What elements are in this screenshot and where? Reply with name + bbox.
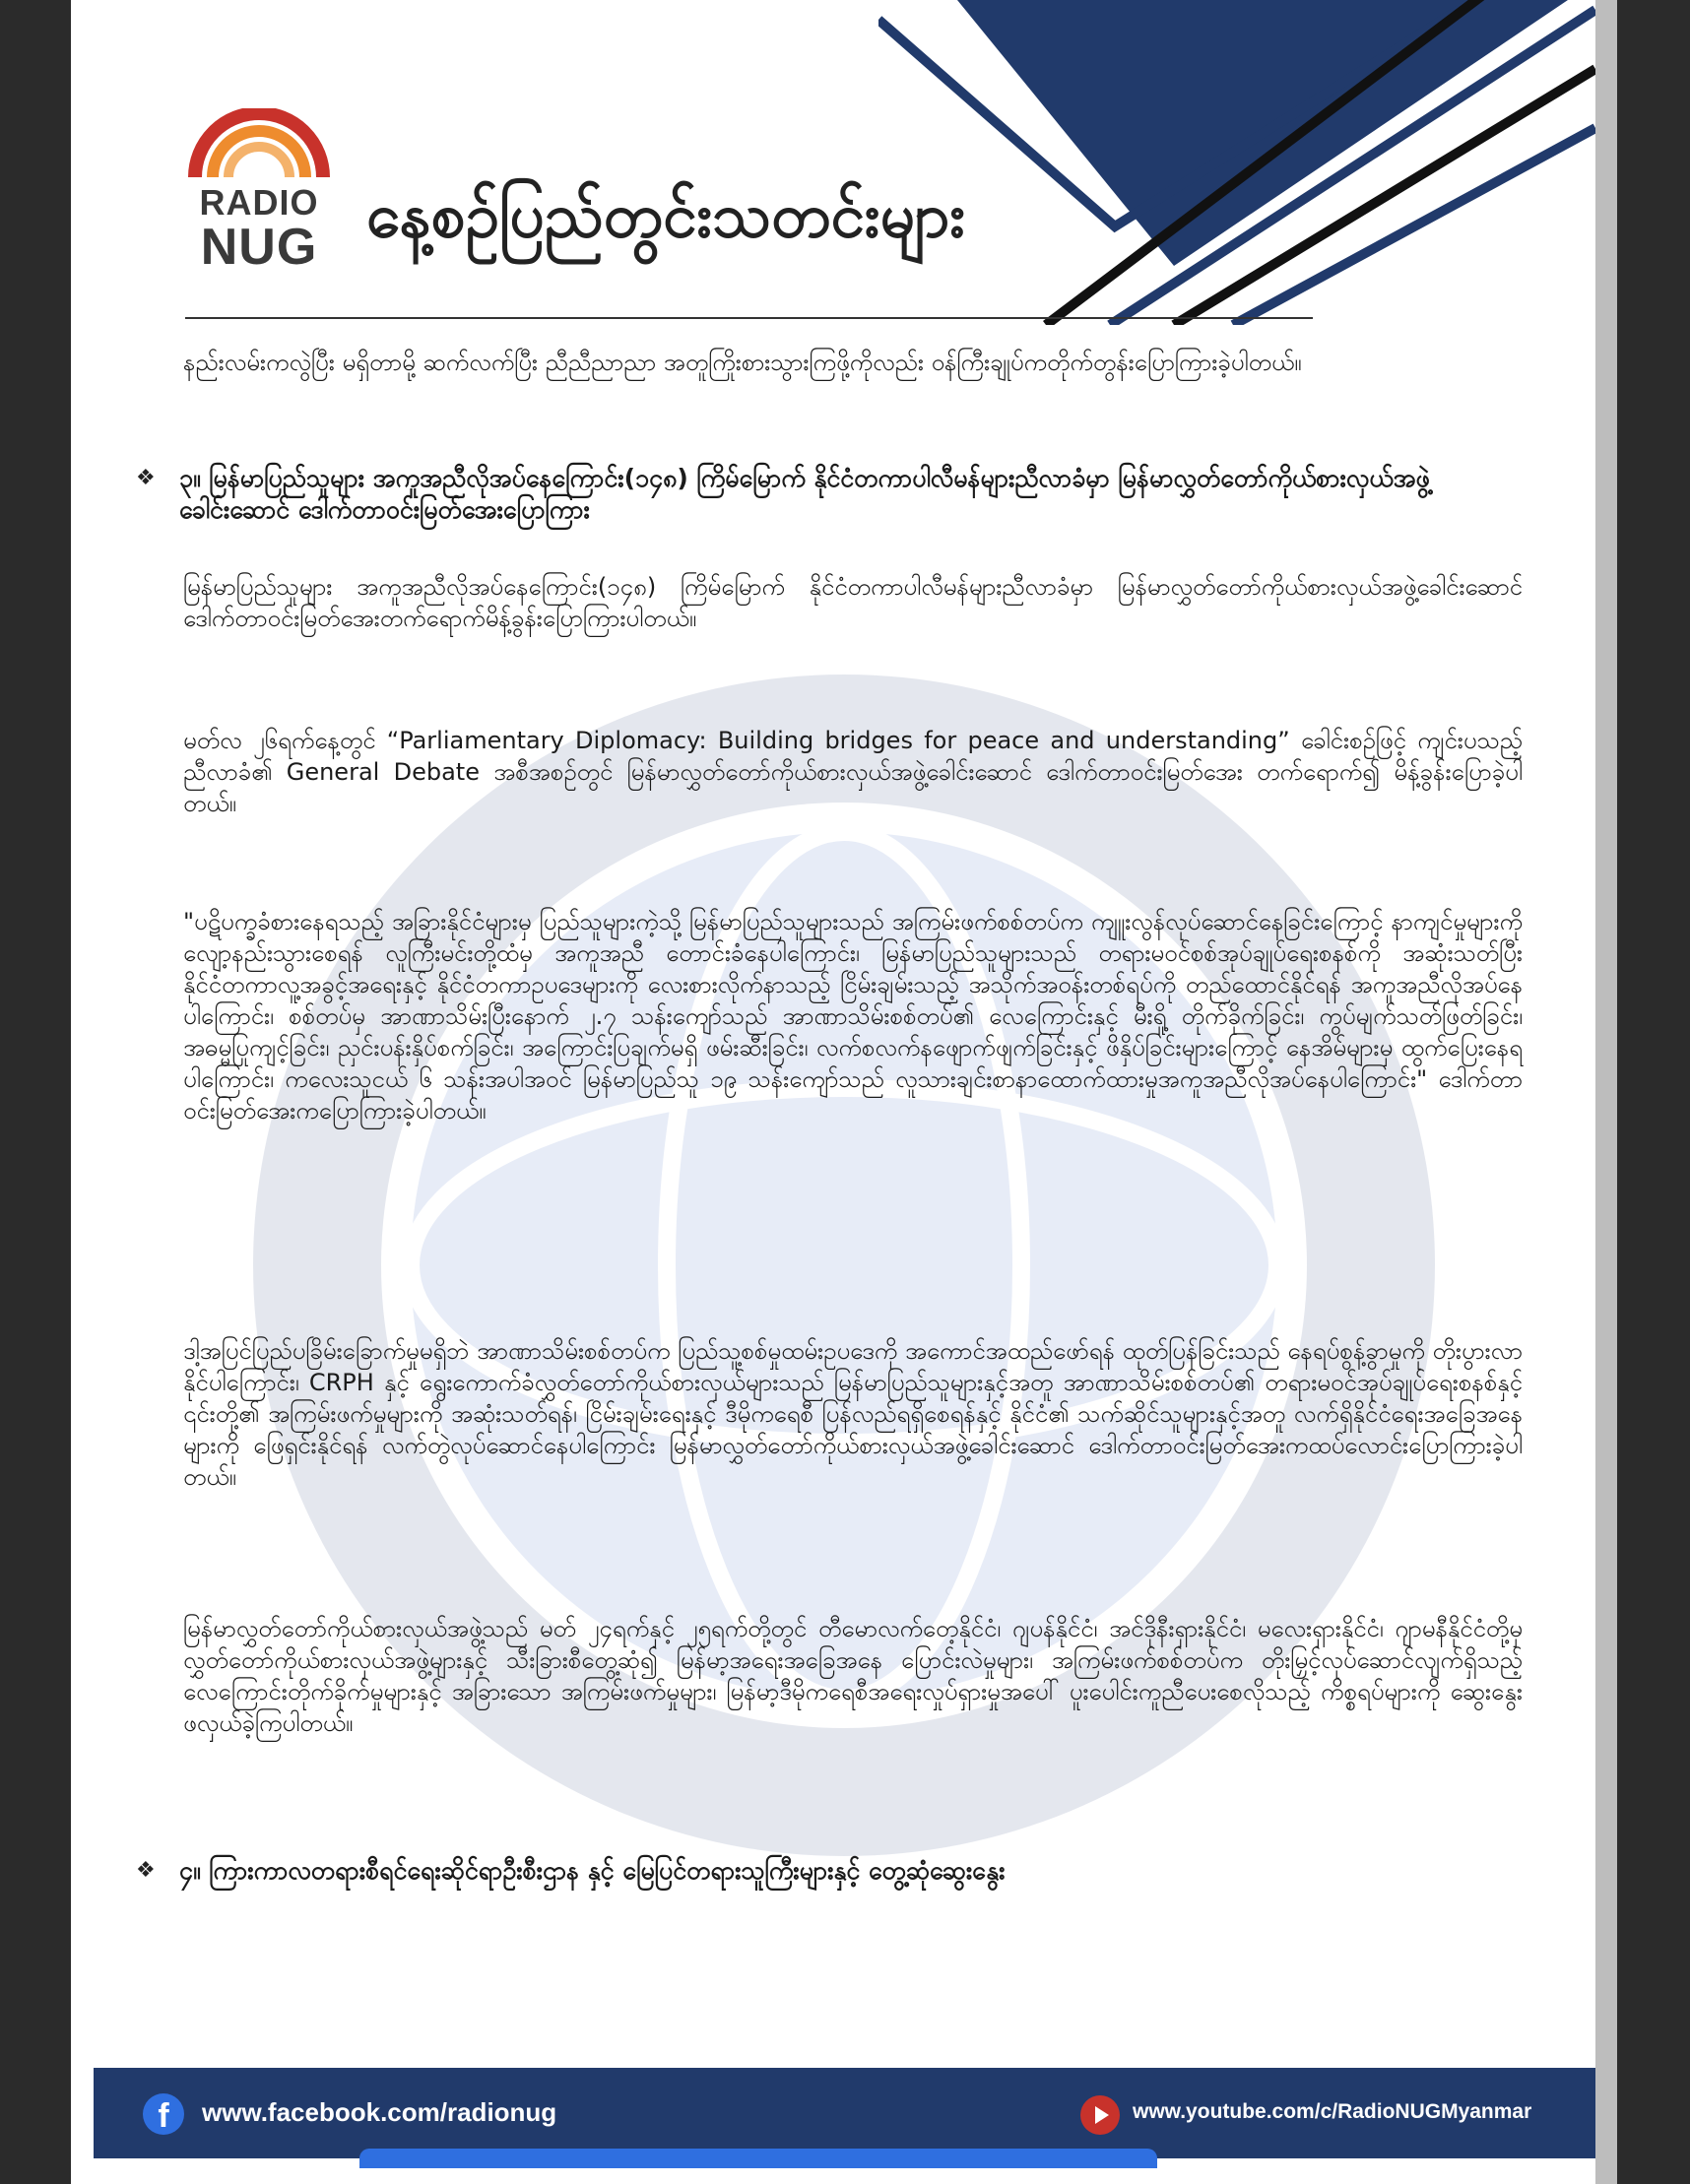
section-3-paragraph-1: မြန်မာပြည်သူများ အကူအညီလိုအပ်နေကြောင်း(၁၄၈) ကြိမ်မြောက် နိုင်ငံတကာပါလီမန်များညီလာခံမှာ မြန်မာလွှတ်တော်ကိုယ်စားလှယ်အဖွဲ့ခေါင်းဆောင် ဒေါက်တာဝင်းမြတ်အေးတက်ရောက်မိန့်ခွန်းပြောကြားပါတယ်။ (183, 573, 1523, 632)
section-4-heading-text: ၄။ ကြားကာလတရားစီရင်ရေးဆိုင်ရာဦးစီးဌာန နှင့် မြေပြင်တရားသူကြီးများနှင့် တွေ့ဆုံဆွေးနွေး (179, 1856, 1006, 1885)
page-edge (1595, 0, 1617, 2184)
youtube-link[interactable]: www.youtube.com/c/RadioNUGMyanmar (1133, 2100, 1532, 2123)
facebook-link[interactable]: www.facebook.com/radionug (202, 2097, 557, 2127)
page-title: နေ့စဉ်ပြည်တွင်းသတင်းများ (366, 179, 966, 251)
corner-decoration (878, 0, 1595, 325)
section-3-heading-text: ၃။ မြန်မာပြည်သူများ အကူအညီလိုအပ်နေကြောင်း(၁၄၈) ကြိမ်မြောက် နိုင်ငံတကာပါလီမန်များညီလာခံမှာ မြန်မာလွှတ်တော်ကိုယ်စားလှယ်အဖွဲ့ခေါင်းဆောင် ဒေါက်တာဝင်းမြတ်အေးပြောကြား (179, 464, 1430, 524)
header-divider (185, 317, 1313, 319)
section-4-heading (136, 1855, 1528, 1887)
footer-accent-tab (359, 2149, 1157, 2168)
section-3-heading (136, 463, 1528, 526)
footer-bar (94, 2068, 1595, 2158)
section-3-paragraph-5: မြန်မာလွှတ်တော်ကိုယ်စားလှယ်အဖွဲ့သည် မတ် ၂၄ရက်နှင့် ၂၅ရက်တို့တွင် တီမောလက်တေ့နိုင်ငံ၊ ဂျပန်နိုင်ငံ၊ အင်ဒိုနီးရှားနိုင်ငံ၊ မလေးရှားနိုင်ငံ၊ ဂျာမနီနိုင်ငံတို့မှ လွှတ်တော်ကိုယ်စားလှယ်အဖွဲ့များနှင့် သီးခြားစီတွေ့ဆုံ၍ မြန်မာ့အရေးအခြေအနေ ပြောင်းလဲမှုများ၊ အကြမ်းဖက်စစ်တပ်က တိုးမြှင့်လုပ်ဆောင်လျက်ရှိသည့် လေကြောင်းတိုက်ခိုက်မှုများနှင့် အခြားသော အကြမ်းဖက်မှုများ၊ မြန်မာ့ဒီမိုကရေစီအရေးလှုပ်ရှားမှုအပေါ် ပူးပေါင်းကူညီပေးစေလိုသည့် ကိစ္စရပ်များကို ဆွေးနွေးဖလှယ်ခဲ့ကြပါတယ်။ (183, 1615, 1523, 1737)
section-3-paragraph-3: "ပဋိပက္ခခံစားနေရသည့် အခြားနိုင်ငံများမှ ပြည်သူများကဲ့သို့ မြန်မာပြည်သူများသည် အကြမ်းဖက်စစ်တပ်က ကျူးလွန်လုပ်ဆောင်နေခြင်းကြောင့် နာကျင်မှုများကို လျော့နည်းသွားစေရန် လူကြီးမင်းတို့ထံမှ အကူအညီ တောင်းခံနေပါကြောင်း၊ မြန်မာပြည်သူများသည် တရားမဝင်စစ်အုပ်ချုပ်ရေးစနစ်ကို အဆုံးသတ်ပြီး နိုင်ငံတကာလူ့အခွင့်အရေးနှင့် နိုင်ငံတကာဥပဒေများကို လေးစားလိုက်နာသည့် ငြိမ်းချမ်းသည့် အသိုက်အဝန်းတစ်ရပ်ကို တည်ထောင်နိုင်ရန် အကူအညီလိုအပ်နေပါကြောင်း၊ စစ်တပ်မှ အာဏာသိမ်းပြီးနောက် ၂.၇ သန်းကျော်သည် အာဏာသိမ်းစစ်တပ်၏ လေကြောင်းနှင့် မီးရှို့ တိုက်ခိုက်ခြင်း၊ ကွပ်မျက်သတ်ဖြတ်ခြင်း၊ အဓမ္မပြုကျင့်ခြင်း၊ ညှင်းပန်းနှိပ်စက်ခြင်း၊ အကြောင်းပြချက်မရှိ ဖမ်းဆီးခြင်း၊ လက်စလက်နဖျောက်ဖျက်ခြင်းနှင့် ဖိနှိပ်ခြင်းများကြောင့် နေအိမ်များမှ ထွက်ပြေးနေရပါကြောင်း၊ ကလေးသူငယ် ၆ သန်းအပါအဝင် မြန်မာပြည်သူ ၁၉ သန်းကျော်သည် လူသားချင်းစာနာထောက်ထားမှုအကူအညီလိုအပ်နေပါကြောင်း" ဒေါက်တာဝင်းမြတ်အေးကပြောကြားခဲ့ပါတယ်။ (183, 908, 1523, 1124)
bullet-icon: ❖ (136, 1858, 156, 1883)
logo-radio-text: RADIO (199, 182, 319, 223)
youtube-icon[interactable] (1080, 2095, 1120, 2135)
bullet-icon: ❖ (136, 466, 156, 490)
section-3-paragraph-4: ဒါ့အပြင်ပြည်ပခြိမ်းခြောက်မှုမရှိဘဲ အာဏာသိမ်းစစ်တပ်က ပြည်သူ့စစ်မှုထမ်းဥပဒေကို အကောင်အထည်ဖော်ရန် ထုတ်ပြန်ခြင်းသည် နေရပ်စွန့်ခွာမှုကို တိုးပွားလာနိုင်ပါကြောင်း၊ CRPH နှင့် ရွေးကောက်ခံလွှတ်တော်ကိုယ်စားလှယ်များသည် မြန်မာပြည်သူများနှင့်အတူ အာဏာသိမ်းစစ်တပ်၏ တရားမဝင်အုပ်ချုပ်ရေးစနစ်နှင့် ၎င်းတို့၏ အကြမ်းဖက်မှုများကို အဆုံးသတ်ရန်၊ ငြိမ်းချမ်းရေးနှင့် ဒီမိုကရေစီ ပြန်လည်ရရှိစေရန်နှင့် နိုင်ငံ၏ သက်ဆိုင်သူများနှင့်အတူ လက်ရှိနိုင်ငံရေးအခြေအနေများကို ဖြေရှင်းနိုင်ရန် လက်တွဲလုပ်ဆောင်နေပါကြောင်း မြန်မာလွှတ်တော်ကိုယ်စားလှယ်အဖွဲ့ခေါင်းဆောင် ဒေါက်တာဝင်းမြတ်အေးကထပ်လောင်းပြောကြားခဲ့ပါတယ်။ (183, 1337, 1523, 1491)
logo-nug-text: NUG (200, 219, 318, 276)
section-3-paragraph-2: မတ်လ ၂၆ရက်နေ့တွင် “Parliamentary Diplomacy: Building bridges for peace and understanding” ခေါင်းစဉ်ဖြင့် ကျင်းပသည့် ညီလာခံ၏ General Debate အစီအစဉ်တွင် မြန်မာလွှတ်တော်ကိုယ်စားလှယ်အဖွဲ့ခေါင်းဆောင် ဒေါက်တာဝင်းမြတ်အေး တက်ရောက်၍ မိန့်ခွန်းပြောခဲ့ပါတယ်။ (183, 727, 1523, 817)
facebook-icon[interactable]: f (143, 2093, 184, 2135)
intro-paragraph: နည်းလမ်းကလွဲပြီး မရှိတာမို့ ဆက်လက်ပြီး ညီညီညာညာ အတူကြိုးစားသွားကြဖို့ကိုလည်း ဝန်ကြီးချုပ်ကတိုက်တွန်းပြောကြားခဲ့ပါတယ်။ (183, 349, 1302, 376)
